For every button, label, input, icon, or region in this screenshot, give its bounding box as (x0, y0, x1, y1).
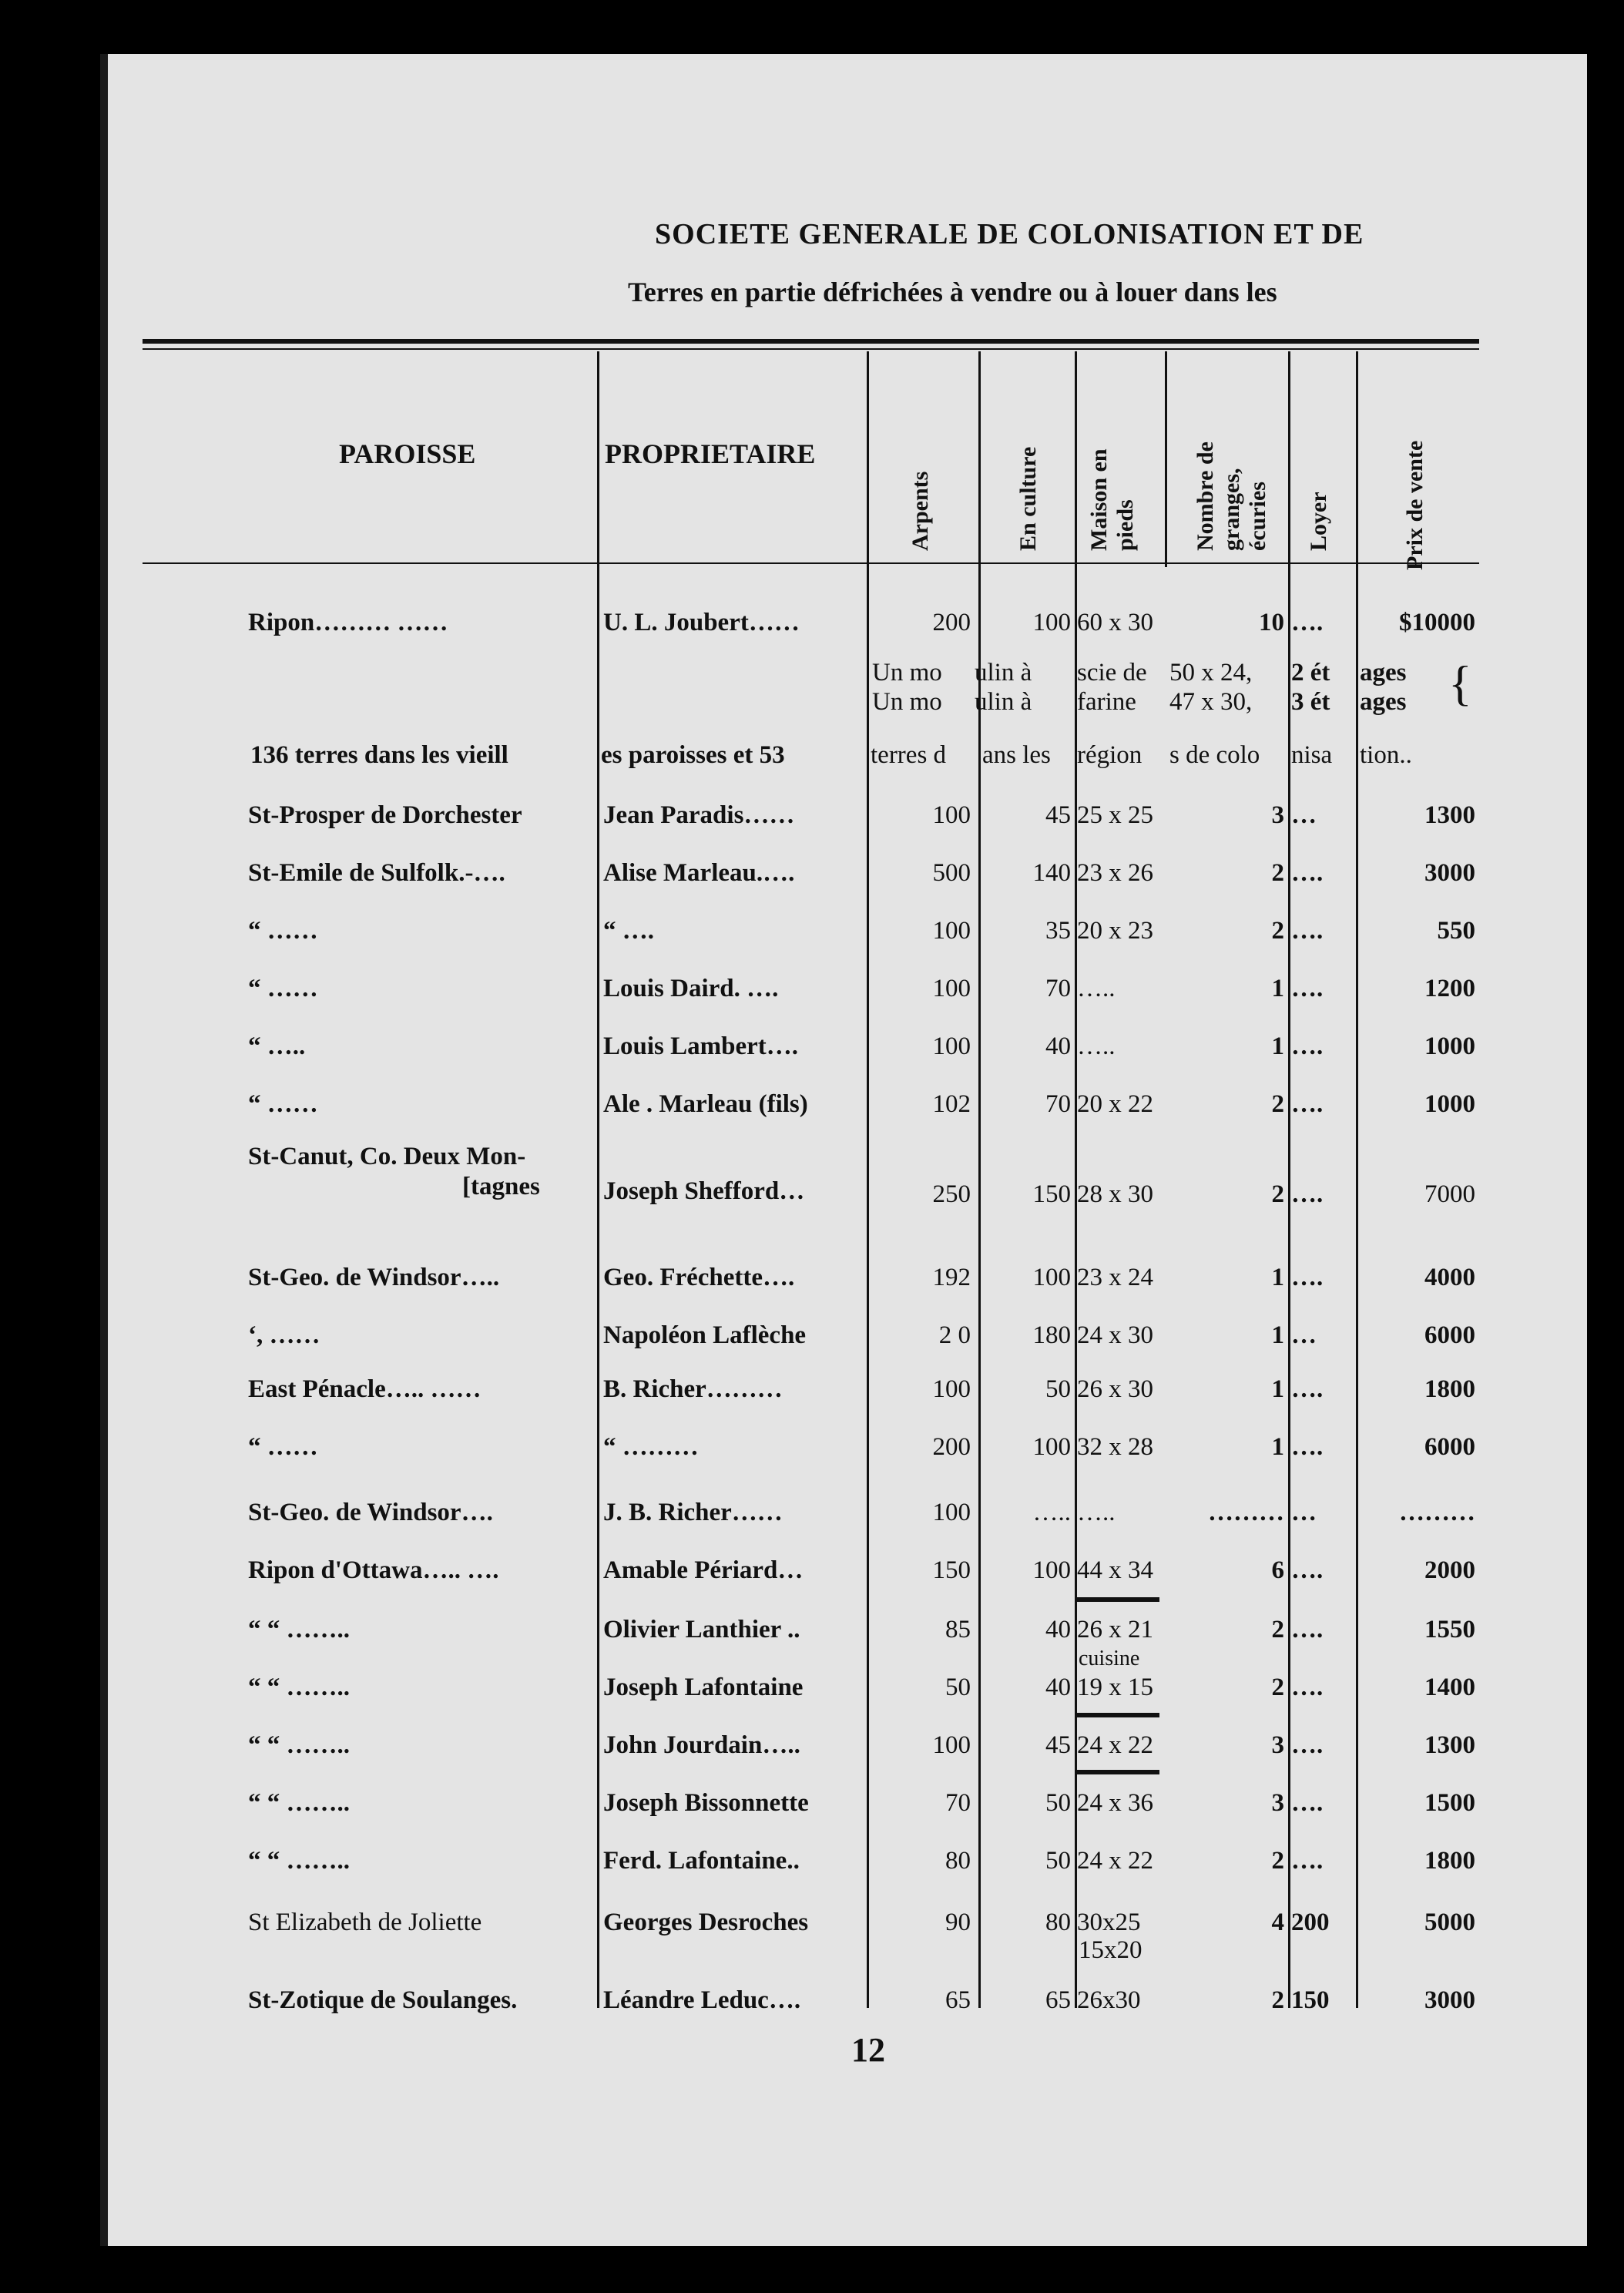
row-arpents: 85 (945, 1616, 971, 1643)
row-arpents: 100 (932, 1375, 971, 1403)
row-paroisse: St-Geo. de Windsor…. (248, 1499, 493, 1526)
row-prix: 1500 (1424, 1789, 1475, 1817)
row-arpents: 65 (945, 1986, 971, 2014)
mill-line-2-d: 47 x 30, (1169, 688, 1253, 716)
row-loyer: …. (1291, 1616, 1324, 1643)
row-maison: 24 x 36 (1077, 1789, 1153, 1817)
row-culture: 180 (1032, 1321, 1071, 1349)
row-culture: 65 (1045, 1986, 1071, 2014)
row-loyer: …. (1291, 917, 1324, 945)
row-loyer: … (1291, 1499, 1317, 1526)
row-granges: 1 (1271, 975, 1284, 1002)
row-granges: 10 (1259, 609, 1284, 636)
document-title: SOCIETE GENERALE DE COLONISATION ET DE (655, 218, 1364, 250)
canut-loyer: …. (1291, 1180, 1324, 1208)
column-divider (978, 351, 981, 2008)
row-maison: 60 x 30 (1077, 609, 1153, 636)
row-proprietaire: U. L. Joubert…… (603, 609, 800, 636)
column-divider (867, 351, 869, 2008)
row-proprietaire: Napoléon Laflèche (603, 1321, 807, 1349)
canut-maison: 28 x 30 (1077, 1180, 1153, 1208)
row-prix: 1000 (1424, 1090, 1475, 1118)
row-proprietaire: B. Richer……… (603, 1375, 783, 1403)
row-maison: 20 x 22 (1077, 1090, 1153, 1118)
row-granges: 1 (1271, 1264, 1284, 1291)
row-culture: 100 (1032, 1433, 1071, 1461)
row-culture: 40 (1045, 1616, 1071, 1643)
row-loyer: 200 (1291, 1909, 1330, 1936)
row-arpents: 100 (932, 1731, 971, 1759)
row-maison: 44 x 34 (1077, 1556, 1153, 1584)
row-proprietaire: Ale . Marleau (fils) (603, 1090, 808, 1118)
row-loyer: …. (1291, 1731, 1324, 1759)
row-arpents: 100 (932, 1032, 971, 1060)
row-granges: 3 (1271, 1731, 1284, 1759)
canut-culture: 150 (1032, 1180, 1071, 1208)
row-maison: 26x30 (1077, 1986, 1141, 2014)
row-paroisse: St-Prosper de Dorchester (248, 801, 522, 829)
row-paroisse: “ …… (248, 1433, 318, 1461)
row-culture: 45 (1045, 1731, 1071, 1759)
row-prix: 1800 (1424, 1847, 1475, 1875)
terres-note-c: terres d (871, 741, 947, 769)
canut-proprietaire: Joseph Shefford… (603, 1177, 805, 1205)
column-divider (597, 351, 599, 2008)
underline-mark (1075, 1713, 1159, 1717)
row-arpents: 100 (932, 1499, 971, 1526)
row-proprietaire: “ ……… (603, 1433, 699, 1461)
row-prix: ……… (1399, 1499, 1475, 1526)
row-proprietaire: Olivier Lanthier .. (603, 1616, 800, 1643)
row-maison: 30x25 (1077, 1909, 1141, 1936)
row-arpents: 100 (932, 975, 971, 1002)
row-paroisse: “ …… (248, 975, 318, 1002)
page-number: 12 (851, 2031, 885, 2069)
desroches-second-house: 15x20 (1079, 1936, 1143, 1964)
terres-note-g: nisa (1291, 741, 1333, 769)
mill-line-2-b: ulin à (975, 688, 1032, 716)
terres-note-h: tion.. (1360, 741, 1412, 769)
row-arpents: 100 (932, 801, 971, 829)
row-granges: 2 (1271, 1090, 1284, 1118)
row-maison: 23 x 24 (1077, 1264, 1153, 1291)
row-granges: 1 (1271, 1433, 1284, 1461)
row-paroisse: “ “ …….. (248, 1674, 350, 1701)
row-proprietaire: Ferd. Lafontaine.. (603, 1847, 800, 1875)
row-culture: 70 (1045, 975, 1071, 1002)
row-loyer: …. (1291, 975, 1324, 1002)
column-header-culture: En culture (1015, 446, 1041, 551)
row-paroisse: Ripon d'Ottawa….. …. (248, 1556, 499, 1584)
row-loyer: …. (1291, 1433, 1324, 1461)
row-maison: 24 x 30 (1077, 1321, 1153, 1349)
row-maison: 26 x 30 (1077, 1375, 1153, 1403)
mill-line-1: Un mo (872, 659, 942, 687)
row-proprietaire: Joseph Bissonnette (603, 1789, 809, 1817)
row-culture: 35 (1045, 917, 1071, 945)
row-granges: 2 (1271, 859, 1284, 887)
row-prix: 550 (1437, 917, 1475, 945)
row-proprietaire: Amable Périard… (603, 1556, 804, 1584)
row-arpents: 50 (945, 1674, 971, 1701)
row-proprietaire: Jean Paradis…… (603, 801, 795, 829)
row-loyer: 150 (1291, 1986, 1330, 2014)
row-prix: 2000 (1424, 1556, 1475, 1584)
row-paroisse: “ “ …….. (248, 1731, 350, 1759)
row-paroisse: St Elizabeth de Joliette (248, 1909, 482, 1936)
mill-line-2-f: ages (1360, 688, 1407, 716)
row-arpents: 102 (932, 1090, 971, 1118)
row-loyer: …. (1291, 1789, 1324, 1817)
row-prix: 1400 (1424, 1674, 1475, 1701)
column-divider (1165, 351, 1167, 567)
row-prix: 1200 (1424, 975, 1475, 1002)
row-prix: 6000 (1424, 1433, 1475, 1461)
row-granges: 1 (1271, 1375, 1284, 1403)
row-arpents: 500 (932, 859, 971, 887)
row-paroisse: ‘, …… (248, 1321, 320, 1349)
row-granges: 4 (1271, 1909, 1284, 1936)
row-loyer: … (1291, 801, 1317, 829)
row-arpents: 2 0 (938, 1321, 971, 1349)
row-culture: 50 (1045, 1847, 1071, 1875)
column-header-maison: Maison en pieds (1086, 448, 1138, 551)
row-loyer: …. (1291, 1032, 1324, 1060)
row-prix: 3000 (1424, 1986, 1475, 2014)
mill-line-1-d: 50 x 24, (1169, 659, 1253, 687)
row-granges: 3 (1271, 801, 1284, 829)
row-culture: ….. (1032, 1499, 1071, 1526)
row-culture: 100 (1032, 1264, 1071, 1291)
row-maison: 20 x 23 (1077, 917, 1153, 945)
row-granges: 2 (1271, 1986, 1284, 2014)
row-proprietaire: Louis Daird. …. (603, 975, 779, 1002)
row-arpents: 70 (945, 1789, 971, 1817)
mill-line-1-f: ages (1360, 659, 1407, 687)
row-paroisse: St-Zotique de Soulanges. (248, 1986, 518, 2014)
row-arpents: 150 (932, 1556, 971, 1584)
column-divider (1356, 351, 1358, 2008)
column-header-rule (143, 562, 1479, 564)
row-prix: 1000 (1424, 1032, 1475, 1060)
mill-line-1-e: 2 ét (1291, 659, 1330, 687)
row-arpents: 192 (932, 1264, 971, 1291)
column-header-proprietaire: PROPRIETAIRE (605, 438, 816, 469)
terres-note-a: 136 terres dans les vieill (250, 741, 508, 769)
row-paroisse: “ ….. (248, 1032, 306, 1060)
row-maison: ….. (1077, 1499, 1116, 1526)
row-granges: 2 (1271, 1847, 1284, 1875)
row-paroisse: “ “ …….. (248, 1616, 350, 1643)
column-divider (1075, 351, 1077, 2008)
mill-line-1-b: ulin à (975, 659, 1032, 687)
column-header-granges: Nombre de granges, écuries (1193, 441, 1270, 551)
row-arpents: 200 (932, 609, 971, 636)
row-culture: 100 (1032, 609, 1071, 636)
row-maison: 32 x 28 (1077, 1433, 1153, 1461)
row-proprietaire: Joseph Lafontaine (603, 1674, 804, 1701)
underline-mark (1075, 1770, 1159, 1774)
canut-paroisse-1: St-Canut, Co. Deux Mon- (248, 1143, 526, 1170)
row-arpents: 200 (932, 1433, 971, 1461)
row-loyer: …. (1291, 1264, 1324, 1291)
row-paroisse: “ …… (248, 917, 318, 945)
row-granges: ……… (1208, 1499, 1284, 1526)
row-paroisse: St-Geo. de Windsor….. (248, 1264, 500, 1291)
mill-line-2: Un mo (872, 688, 942, 716)
canut-arpents: 250 (932, 1180, 971, 1208)
row-proprietaire: “ …. (603, 917, 654, 945)
row-prix: 1300 (1424, 801, 1475, 829)
terres-note-b: es paroisses et 53 (601, 741, 785, 769)
terres-note-f: s de colo (1169, 741, 1260, 769)
cuisine-note: cuisine (1079, 1647, 1140, 1670)
row-prix: 1800 (1424, 1375, 1475, 1403)
underline-mark (1075, 1597, 1159, 1602)
row-proprietaire: Geo. Fréchette…. (603, 1264, 795, 1291)
row-paroisse: St-Emile de Sulfolk.-…. (248, 859, 505, 887)
row-granges: 2 (1271, 1674, 1284, 1701)
row-maison: 24 x 22 (1077, 1731, 1153, 1759)
row-arpents: 90 (945, 1909, 971, 1936)
column-header-paroisse: PAROISSE (339, 438, 476, 469)
row-prix: 5000 (1424, 1909, 1475, 1936)
row-paroisse: East Pénacle….. …… (248, 1375, 481, 1403)
row-loyer: …. (1291, 1375, 1324, 1403)
row-paroisse: “ “ …….. (248, 1847, 350, 1875)
row-granges: 6 (1271, 1556, 1284, 1584)
column-header-prix: Prix de vente (1402, 440, 1428, 570)
canut-paroisse-2: [tagnes (462, 1173, 540, 1200)
row-granges: 1 (1271, 1032, 1284, 1060)
row-prix: 1550 (1424, 1616, 1475, 1643)
row-culture: 50 (1045, 1789, 1071, 1817)
document-subtitle: Terres en partie défrichées à vendre ou à louer dans les (628, 277, 1277, 307)
row-culture: 50 (1045, 1375, 1071, 1403)
row-proprietaire: Alise Marleau.…. (603, 859, 795, 887)
row-granges: 1 (1271, 1321, 1284, 1349)
row-loyer: … (1291, 1321, 1317, 1349)
mill-line-2-e: 3 ét (1291, 688, 1330, 716)
mill-line-2-c: farine (1077, 688, 1136, 716)
column-divider (1288, 351, 1290, 2008)
row-paroisse: Ripon……… …… (248, 609, 448, 636)
row-loyer: …. (1291, 1847, 1324, 1875)
row-culture: 80 (1045, 1909, 1071, 1936)
row-paroisse: “ “ …….. (248, 1789, 350, 1817)
row-culture: 100 (1032, 1556, 1071, 1584)
row-culture: 70 (1045, 1090, 1071, 1118)
column-header-loyer: Loyer (1306, 492, 1331, 551)
row-maison: 24 x 22 (1077, 1847, 1153, 1875)
row-proprietaire: Léandre Leduc…. (603, 1986, 801, 2014)
mill-line-1-c: scie de (1077, 659, 1147, 687)
row-proprietaire: Louis Lambert…. (603, 1032, 799, 1060)
row-arpents: 80 (945, 1847, 971, 1875)
row-proprietaire: Georges Desroches (603, 1909, 809, 1936)
row-paroisse: “ …… (248, 1090, 318, 1118)
row-proprietaire: John Jourdain….. (603, 1731, 800, 1759)
row-granges: 2 (1271, 1616, 1284, 1643)
row-prix: $10000 (1399, 609, 1475, 636)
row-loyer: …. (1291, 859, 1324, 887)
row-loyer: …. (1291, 1090, 1324, 1118)
row-maison: 25 x 25 (1077, 801, 1153, 829)
header-rule-thin (143, 348, 1479, 350)
row-loyer: …. (1291, 609, 1324, 636)
row-maison: 26 x 21 (1077, 1616, 1153, 1643)
terres-note-d: ans les (982, 741, 1051, 769)
row-maison: 19 x 15 (1077, 1674, 1153, 1701)
header-rule-thick (143, 339, 1479, 344)
row-culture: 40 (1045, 1032, 1071, 1060)
row-maison: ….. (1077, 975, 1116, 1002)
row-granges: 3 (1271, 1789, 1284, 1817)
row-arpents: 100 (932, 917, 971, 945)
row-culture: 40 (1045, 1674, 1071, 1701)
row-granges: 2 (1271, 917, 1284, 945)
row-prix: 4000 (1424, 1264, 1475, 1291)
canut-granges: 2 (1271, 1180, 1284, 1208)
row-prix: 6000 (1424, 1321, 1475, 1349)
canut-prix: 7000 (1424, 1180, 1475, 1208)
column-header-arpents: Arpents (908, 471, 933, 551)
terres-note-e: région (1077, 741, 1143, 769)
row-loyer: …. (1291, 1556, 1324, 1584)
row-loyer: …. (1291, 1674, 1324, 1701)
row-culture: 140 (1032, 859, 1071, 887)
row-proprietaire: J. B. Richer…… (603, 1499, 783, 1526)
row-prix: 3000 (1424, 859, 1475, 887)
row-culture: 45 (1045, 801, 1071, 829)
row-maison: 23 x 26 (1077, 859, 1153, 887)
row-maison: ….. (1077, 1032, 1116, 1060)
brace: { (1448, 656, 1472, 710)
row-prix: 1300 (1424, 1731, 1475, 1759)
